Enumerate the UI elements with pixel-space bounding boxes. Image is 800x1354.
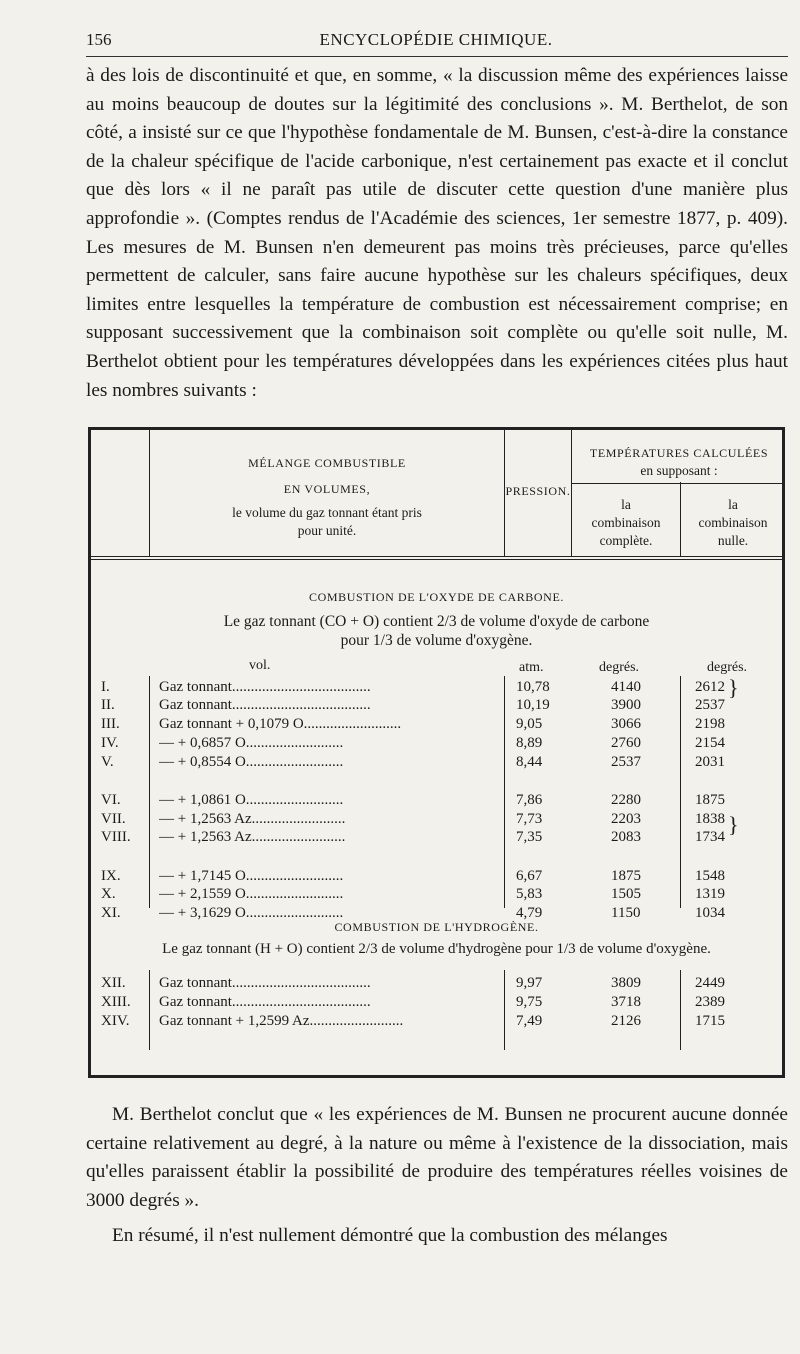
row-number: III. [101,716,120,732]
col-divider [571,430,572,556]
table-row [91,867,782,885]
row-pressure: 7,49 [516,1013,543,1029]
row-temp-complete: 3718 [611,994,641,1010]
row-mixture: Gaz tonnant + 1,2599 Az......................... [159,1013,404,1029]
table-row [91,1012,782,1030]
row-pressure: 9,75 [516,994,543,1010]
row-temp-null: 1838 [695,811,725,827]
row-mixture: Gaz tonnant + 0,1079 O.......................... [159,716,402,732]
row-mixture: Gaz tonnant..................................... [159,994,371,1010]
header-rule-bottom-2 [91,559,782,560]
table-row [91,678,782,696]
row-temp-null: 2449 [695,975,725,991]
row-temp-complete: 3066 [611,716,641,732]
table-row [91,753,782,771]
row-pressure: 6,67 [516,868,543,884]
header-rule [86,56,788,57]
unit-atm: atm. [519,660,544,675]
row-number: II. [101,697,115,713]
row-temp-complete: 2203 [611,811,641,827]
unit-degrees-null: degrés. [707,660,748,675]
row-temp-complete: 1150 [611,905,641,921]
row-mixture: Gaz tonnant..................................... [159,679,371,695]
table-row [91,828,782,846]
row-number: VI. [101,792,121,808]
row-number: VII. [101,811,126,827]
row-temp-null: 1034 [695,905,725,921]
row-temp-complete: 3809 [611,975,641,991]
paragraph-3: En résumé, il n'est nullement démontré que la combustion des mélanges [112,1225,668,1246]
row-mixture: — + 0,8554 O.......................... [159,754,344,770]
row-temp-complete: 2126 [611,1013,641,1029]
col-header-complete: la combinaison complète. [591,497,661,548]
row-temp-null: 1734 [695,829,725,845]
col-divider [149,430,150,556]
row-pressure: 9,97 [516,975,543,991]
table-row [91,993,782,1011]
row-pressure: 8,44 [516,754,543,770]
unit-degrees-complete: degrés. [599,660,640,675]
running-header [86,30,786,52]
row-temp-null: 1548 [695,868,725,884]
row-pressure: 10,78 [516,679,550,695]
row-pressure: 7,73 [516,811,543,827]
paragraph-2: M. Berthelot conclut que « les expériences de M. Bunsen ne procurent aucune donnée certaine relativement au degré, à la nature ou même à l'existence de la dissociation, mais qu'elles paraissent établir la possibilité de produire des températures réelles voisines de 3000 degrés ». [86,1104,788,1211]
table-row [91,696,782,714]
row-temp-complete: 2083 [611,829,641,845]
row-number: XIII. [101,994,131,1010]
section-title-hydrogen: COMBUSTION DE L'HYDROGÈNE. [334,920,539,934]
row-mixture: — + 1,2563 Az......................... [159,829,346,845]
row-temp-complete: 3900 [611,697,641,713]
section-subtitle-co-1: Le gaz tonnant (CO + O) contient 2/3 de volume d'oxyde de carbone [223,613,650,630]
col-header-temperatures: TEMPÉRATURES CALCULÉES en supposant : [589,446,769,478]
row-temp-null: 1875 [695,792,725,808]
row-number: V. [101,754,114,770]
row-temp-null: 2154 [695,735,725,751]
row-temp-null: 1319 [695,886,725,902]
row-number: XII. [101,975,126,991]
row-number: XIV. [101,1013,130,1029]
row-mixture: — + 1,0861 O.......................... [159,792,344,808]
row-mixture: — + 1,7145 O.......................... [159,868,344,884]
col-header-pressure: PRESSION. [505,484,571,498]
table-row [91,974,782,992]
row-temp-null: 1715 [695,1013,725,1029]
col-header-null: la combinaison nulle. [698,497,768,548]
page-number: 156 [86,30,112,49]
row-pressure: 9,05 [516,716,543,732]
row-number: IX. [101,868,121,884]
brace: } [728,675,739,700]
row-pressure: 8,89 [516,735,543,751]
row-mixture: — + 2,1559 O.......................... [159,886,344,902]
brace: } [728,812,739,837]
col-header-mixture: MÉLANGE COMBUSTIBLE EN VOLUMES, le volume du gaz tonnant étant pris pour unité. [232,456,422,538]
row-pressure: 7,35 [516,829,543,845]
row-temp-null: 2198 [695,716,725,732]
section-subtitle-co-2: pour 1/3 de volume d'oxygène. [340,632,533,649]
row-temp-null: 2031 [695,754,725,770]
table-row [91,734,782,752]
table-row [91,791,782,809]
row-temp-complete: 2760 [611,735,641,751]
row-pressure: 10,19 [516,697,550,713]
row-number: X. [101,886,116,902]
row-number: VIII. [101,829,131,845]
row-mixture: — + 0,6857 O.......................... [159,735,344,751]
row-number: XI. [101,905,121,921]
temperature-table [88,427,785,1078]
header-rule-bottom [91,556,782,557]
row-temp-null: 2612 [695,679,725,695]
paragraph-1: à des lois de discontinuité et que, en somme, « la discussion même des expériences laisse au moins beaucoup de doutes sur la légitimité des conclusions ». M. Berthelot, de son côté, a insisté sur ce que l'hypothèse fondamentale de M. Bunsen, c'est-à-dire la constance de la chaleur spécifique de l'acide carbonique, n'est certainement pas exacte et il conclut que dès lors « il ne paraît pas utile de discuter cette question d'une manière plus approfondie ». (Comptes rendus de l'Académie des sciences, 1er semestre 1877, p. 409). Les mesures de M. Bunsen n'en demeurent pas moins très précieuses, parce qu'elles permettent de calculer, sans faire aucune hypothèse sur les chaleurs spécifiques, deux limites entre lesquelles la température de combustion est nécessairement comprise; en supposant successivement que la combinaison soit complète ou qu'elle soit nulle, M. Berthelot obtient pour les températures développées dans les expériences citées plus haut les nombres suivants : [86,65,788,401]
section-subtitle-hydrogen: Le gaz tonnant (H + O) contient 2/3 de volume d'hydrogène pour 1/3 de volume d'oxygène. [162,941,711,957]
section-title-co: COMBUSTION DE L'OXYDE DE CARBONE. [309,590,564,604]
row-mixture: — + 3,1629 O.......................... [159,905,344,921]
row-temp-null: 2389 [695,994,725,1010]
row-number: I. [101,679,110,695]
row-mixture: — + 1,2563 Az......................... [159,811,346,827]
row-pressure: 7,86 [516,792,543,808]
table-row [91,715,782,733]
row-pressure: 5,83 [516,886,543,902]
row-temp-complete: 4140 [611,679,641,695]
running-title: ENCYCLOPÉDIE CHIMIQUE. [319,30,553,49]
row-temp-complete: 2280 [611,792,641,808]
row-mixture: Gaz tonnant..................................... [159,697,371,713]
row-mixture: Gaz tonnant..................................... [159,975,371,991]
table-row [91,810,782,828]
table-row [91,885,782,903]
unit-vol: vol. [249,658,271,673]
row-temp-complete: 1505 [611,886,641,902]
row-number: IV. [101,735,119,751]
row-pressure: 4,79 [516,905,543,921]
row-temp-complete: 2537 [611,754,641,770]
subheader-rule [572,483,782,484]
row-temp-complete: 1875 [611,868,641,884]
row-temp-null: 2537 [695,697,725,713]
